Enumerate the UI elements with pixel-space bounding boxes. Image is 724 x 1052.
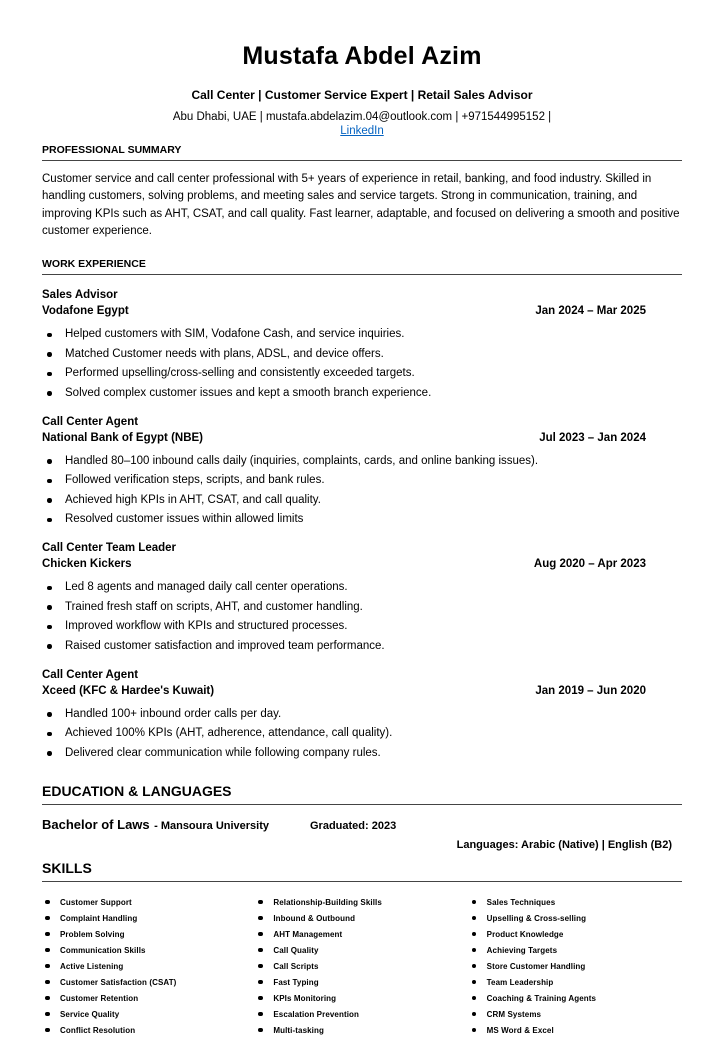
skill-item: KPIs Monitoring [255, 994, 468, 1003]
job-bullet: Delivered clear communication while following company rules. [42, 747, 682, 759]
skills-heading: SKILLS [42, 860, 682, 882]
skill-item: Product Knowledge [469, 930, 682, 939]
skill-item: Multi-tasking [255, 1026, 468, 1035]
job-bullet: Trained fresh staff on scripts, AHT, and customer handling. [42, 601, 682, 613]
job-bullet: Led 8 agents and managed daily call center operations. [42, 581, 682, 593]
skills-grid [42, 898, 682, 1042]
job-company-line [42, 685, 682, 697]
job-company: Xceed (KFC & Hardee's Kuwait) [42, 684, 215, 697]
headline: Call Center | Customer Service Expert | Retail Sales Advisor [191, 88, 533, 102]
skill-item: Call Quality [255, 946, 468, 955]
skill-item: Fast Typing [255, 978, 468, 987]
summary-text: Customer service and call center professional with 5+ years of experience in retail, banking, and food industry. Skilled in handling customers, solving problems, and meeting sales and service targets. Strong in communication, training, and improving KPIs such as AHT, CSAT, and call quality. Fast learner, adaptable, and focused on delivering a smooth and positive customer experience. [42, 173, 680, 237]
skill-item: Escalation Prevention [255, 1010, 468, 1019]
name-heading: Mustafa Abdel Azim [242, 42, 482, 70]
skill-item: Conflict Resolution [42, 1026, 255, 1035]
skill-item: Relationship-Building Skills [255, 898, 468, 907]
job-company: Vodafone Egypt [42, 305, 129, 317]
education-row [42, 816, 682, 834]
job-dates: Jan 2019 – Jun 2020 [535, 684, 646, 697]
job-entry [42, 289, 682, 399]
job-bullet: Helped customers with SIM, Vodafone Cash, and service inquiries. [42, 328, 682, 340]
contact-line: Abu Dhabi, UAE | mustafa.abdelazim.04@outlook.com | +971544995152 | [172, 111, 552, 123]
job-bullet-list [42, 328, 682, 399]
skill-item: AHT Management [255, 930, 468, 939]
skill-item: Complaint Handling [42, 914, 255, 923]
skill-item: Team Leadership [469, 978, 682, 987]
degree-name: Bachelor of Laws [42, 816, 150, 832]
job-dates: Jan 2024 – Mar 2025 [535, 305, 646, 317]
skill-item: Sales Techniques [469, 898, 682, 907]
skill-item: Communication Skills [42, 946, 255, 955]
skill-item: Store Customer Handling [469, 962, 682, 971]
job-bullet: Matched Customer needs with plans, ADSL, and device offers. [42, 348, 682, 360]
skills-column-2 [255, 898, 468, 1042]
job-bullet: Raised customer satisfaction and improved team performance. [42, 640, 682, 652]
skill-item: Customer Satisfaction (CSAT) [42, 978, 255, 987]
job-bullet: Achieved 100% KPIs (AHT, adherence, attendance, call quality). [42, 727, 682, 739]
skill-item: Call Scripts [255, 962, 468, 971]
skill-item: Customer Support [42, 898, 255, 907]
skill-item: Customer Retention [42, 994, 255, 1003]
education-section [42, 783, 682, 851]
job-dates: Jul 2023 – Jan 2024 [539, 431, 646, 444]
job-bullet: Handled 100+ inbound order calls per day. [42, 708, 682, 720]
skills-section [42, 860, 682, 1042]
education-heading: EDUCATION & LANGUAGES [42, 783, 682, 805]
graduation-date: Graduated: 2023 [310, 819, 397, 832]
job-company-line [42, 432, 682, 444]
skill-item: Coaching & Training Agents [469, 994, 682, 1003]
skill-item: Upselling & Cross-selling [469, 914, 682, 923]
resume-header [42, 42, 682, 137]
job-dates: Aug 2020 – Apr 2023 [533, 558, 646, 570]
job-title: Call Center Agent [42, 668, 139, 681]
summary-section [42, 144, 682, 240]
job-bullet: Solved complex customer issues and kept a smooth branch experience. [42, 387, 682, 399]
job-bullet-list [42, 581, 682, 652]
degree-line [42, 816, 310, 834]
job-bullet: Resolved customer issues within allowed limits [42, 513, 682, 525]
job-bullet: Improved workflow with KPIs and structured processes. [42, 620, 682, 632]
skill-item: Problem Solving [42, 930, 255, 939]
work-heading: WORK EXPERIENCE [42, 258, 682, 275]
job-company-line [42, 305, 682, 317]
skill-item: Service Quality [42, 1010, 255, 1019]
job-company: Chicken Kickers [42, 558, 132, 570]
job-bullet: Handled 80–100 inbound calls daily (inquiries, complaints, cards, and online banking issues). [42, 455, 682, 467]
job-entry [42, 669, 682, 759]
skill-item: Achieving Targets [469, 946, 682, 955]
skills-column-1 [42, 898, 255, 1042]
skills-column-3 [469, 898, 682, 1042]
languages-line: Languages: Arabic (Native) | English (B2) [456, 838, 672, 851]
job-title: Call Center Team Leader [42, 542, 177, 554]
job-bullet: Achieved high KPIs in AHT, CSAT, and call quality. [42, 494, 682, 506]
skill-item: Active Listening [42, 962, 255, 971]
job-bullet: Followed verification steps, scripts, and bank rules. [42, 474, 682, 486]
linkedin-row [42, 125, 682, 137]
linkedin-link[interactable]: LinkedIn [340, 125, 384, 137]
skill-item: MS Word & Excel [469, 1026, 682, 1035]
university-name: - Mansoura University [154, 819, 270, 832]
skill-item: CRM Systems [469, 1010, 682, 1019]
job-bullet-list [42, 455, 682, 526]
job-entry [42, 542, 682, 652]
job-company: National Bank of Egypt (NBE) [42, 431, 204, 444]
job-title: Sales Advisor [42, 289, 118, 301]
job-company-line [42, 558, 682, 570]
job-bullet-list [42, 708, 682, 759]
job-title: Call Center Agent [42, 415, 139, 428]
job-entry [42, 416, 682, 526]
skill-item: Inbound & Outbound [255, 914, 468, 923]
summary-heading: PROFESSIONAL SUMMARY [42, 144, 682, 161]
job-bullet: Performed upselling/cross-selling and consistently exceeded targets. [42, 367, 682, 379]
work-section [42, 258, 682, 759]
